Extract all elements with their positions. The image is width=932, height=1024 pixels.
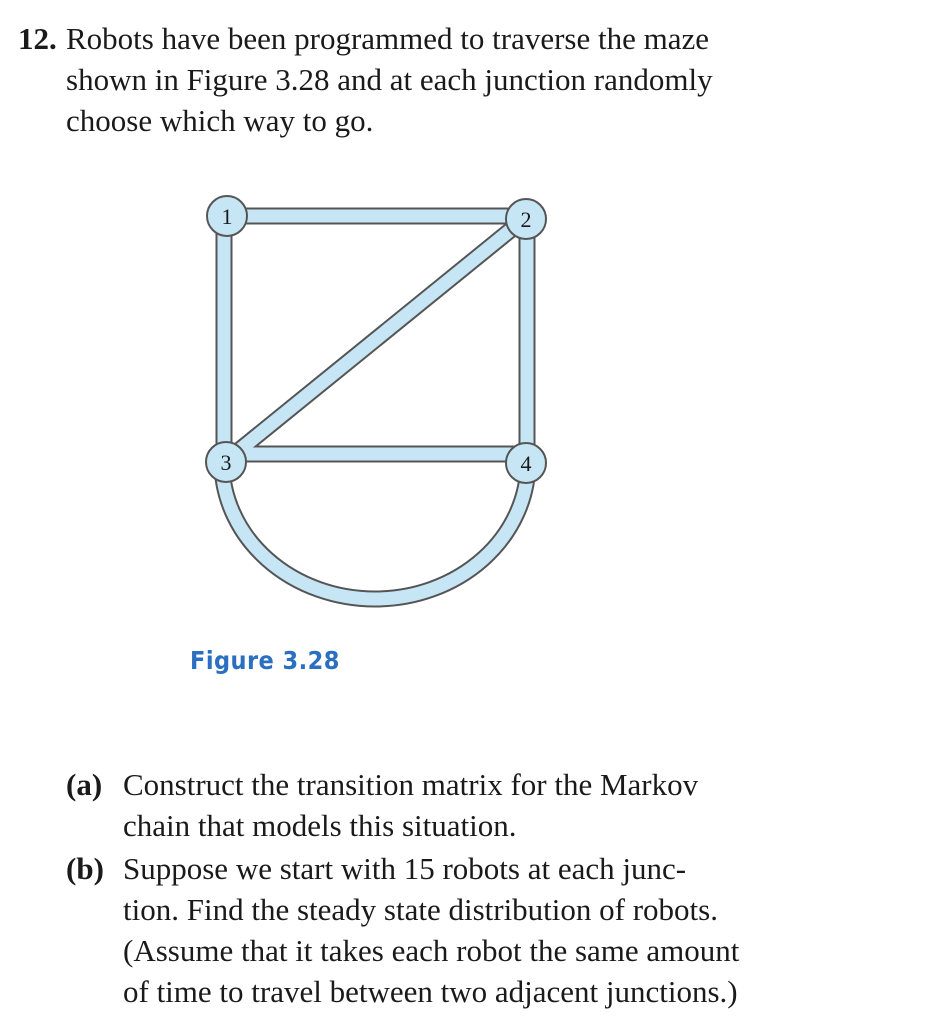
- part-body: [123, 848, 843, 1012]
- part-line: Construct the transition matrix for the Markov: [123, 767, 699, 802]
- part-line: Suppose we start with 15 robots at each junc-: [123, 851, 687, 886]
- junction-label-4: 4: [520, 451, 532, 476]
- part-body: [123, 764, 843, 846]
- figure-caption: Figure 3.28: [190, 646, 340, 675]
- maze-paths: [222, 216, 528, 599]
- problem-line: choose which way to go.: [66, 103, 374, 138]
- edge-3-4-arc: [222, 462, 528, 599]
- part-line: chain that models this situation.: [123, 808, 517, 843]
- problem-line: Robots have been programmed to traverse the maze: [66, 21, 710, 56]
- part-line: of time to travel between two adjacent junctions.): [123, 974, 738, 1009]
- part-label: (b): [66, 851, 104, 886]
- problem-line: shown in Figure 3.28 and at each junction randomly: [66, 62, 713, 97]
- junction-label-1: 1: [221, 204, 233, 229]
- part-label: (a): [66, 767, 103, 802]
- problem-number: 12.: [18, 21, 57, 56]
- junction-label-3: 3: [220, 450, 232, 475]
- part-line: (Assume that it takes each robot the same amount: [123, 933, 740, 968]
- junction-label-2: 2: [520, 207, 532, 232]
- part-line: tion. Find the steady state distribution of robots.: [123, 892, 718, 927]
